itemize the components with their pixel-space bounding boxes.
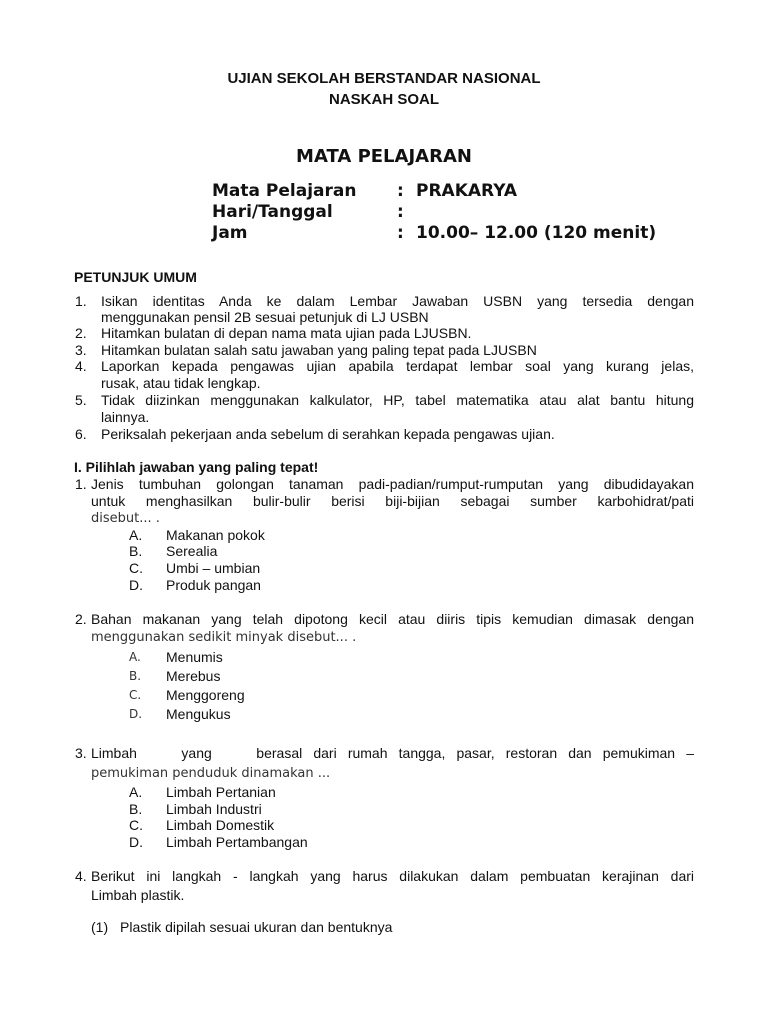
instruction-item-text: Hitamkan bulatan salah satu jawaban yang paling tepat pada LJUSBN <box>101 342 537 358</box>
info-value-time: 10.00– 12.00 (120 menit) <box>416 223 657 243</box>
instruction-item-text: Isikan identitas Anda ke dalam Lembar Jawaban USBN yang tersedia dengan <box>101 293 694 309</box>
option-text: Limbah Industri <box>166 801 262 817</box>
subject-heading: MATA PELAJARAN <box>296 146 472 167</box>
instruction-number: 5. <box>75 392 87 408</box>
option-letter: C. <box>129 817 143 833</box>
option-letter: A. <box>129 650 141 664</box>
option-text: Serealia <box>166 543 218 559</box>
option-letter: C. <box>129 688 142 702</box>
question-number: 2. <box>75 611 87 627</box>
option-letter: C. <box>129 560 143 576</box>
question-text: Jenis tumbuhan golongan tanaman padi-padian/rumput-rumputan yang dibudidayakan <box>91 476 694 492</box>
option-text: Limbah Pertanian <box>166 784 276 800</box>
question-text: Limbah yang berasal dari rumah tangga, pasar, restoran dan pemukiman – <box>91 745 694 761</box>
question-text: Berikut ini langkah - langkah yang harus dilakukan dalam pembuatan kerajinan dari <box>91 868 694 884</box>
info-label-date: Hari/Tanggal <box>212 202 333 222</box>
question-number: 3. <box>75 745 87 761</box>
question-text: pemukiman penduduk dinamakan ... <box>91 766 331 781</box>
option-letter: A. <box>129 527 143 543</box>
option-text: Limbah Pertambangan <box>166 834 308 850</box>
option-text: Produk pangan <box>166 577 261 593</box>
option-letter: D. <box>129 577 143 593</box>
instruction-number: 1. <box>75 293 87 309</box>
instruction-number: 6. <box>75 426 87 442</box>
option-letter: D. <box>129 707 143 721</box>
instruction-item-text: Periksalah pekerjaan anda sebelum di serahkan kepada pengawas ujian. <box>101 426 555 442</box>
option-text: Menumis <box>166 649 223 665</box>
question-text: Bahan makanan yang telah dipotong kecil atau diiris tipis kemudian dimasak dengan <box>91 611 694 627</box>
option-letter: D. <box>129 834 143 850</box>
instructions-title: PETUNJUK UMUM <box>74 269 197 285</box>
instruction-item-text: rusak, atau tidak lengkap. <box>101 375 261 391</box>
question-text: menggunakan sedikit minyak disebut... . <box>91 630 357 645</box>
instruction-item-text: Hitamkan bulatan di depan nama mata ujian pada LJUSBN. <box>101 325 472 341</box>
info-separator: : <box>397 202 404 222</box>
question-number: 4. <box>75 868 87 884</box>
option-text: Limbah Domestik <box>166 817 275 833</box>
option-letter: A. <box>129 784 143 800</box>
instruction-number: 3. <box>75 342 87 358</box>
option-letter: B. <box>129 543 143 559</box>
step-number: (1) <box>91 919 109 935</box>
question-number: 1. <box>75 476 87 492</box>
option-text: Merebus <box>166 668 221 684</box>
instruction-item-text: lainnya. <box>101 409 150 425</box>
option-text: Menggoreng <box>166 687 245 703</box>
option-letter: B. <box>129 801 143 817</box>
question-text: Limbah plastik. <box>91 887 185 903</box>
info-separator: : <box>397 181 404 201</box>
question-text: untuk menghasilkan bulir-bulir berisi biji-bijian sebagai sumber karbohidrat/pati <box>91 493 694 509</box>
instruction-item-text: menggunakan pensil 2B sesuai petunjuk di LJ USBN <box>101 309 429 325</box>
instruction-item-text: Tidak diizinkan menggunakan kalkulator, HP, tabel matematika atau alat bantu hitung <box>101 392 694 408</box>
instruction-item-text: Laporkan kepada pengawas ujian apabila terdapat lembar soal yang kurang jelas, <box>101 358 694 374</box>
option-text: Mengukus <box>166 706 231 722</box>
info-value-subject: PRAKARYA <box>416 181 518 201</box>
option-letter: B. <box>129 669 142 683</box>
info-label-time: Jam <box>212 223 248 243</box>
exam-subtitle: NASKAH SOAL <box>328 91 439 108</box>
step-text: Plastik dipilah sesuai ukuran dan bentuknya <box>120 919 393 935</box>
section-title: I. Pilihlah jawaban yang paling tepat! <box>74 459 319 475</box>
instruction-number: 4. <box>75 358 87 374</box>
option-text: Makanan pokok <box>166 527 265 543</box>
info-separator: : <box>397 223 404 243</box>
info-label-subject: Mata Pelajaran <box>212 181 357 201</box>
option-text: Umbi – umbian <box>166 560 261 576</box>
question-text: disebut... . <box>91 511 160 526</box>
exam-title: UJIAN SEKOLAH BERSTANDAR NASIONAL <box>227 70 541 87</box>
instruction-number: 2. <box>75 325 87 341</box>
